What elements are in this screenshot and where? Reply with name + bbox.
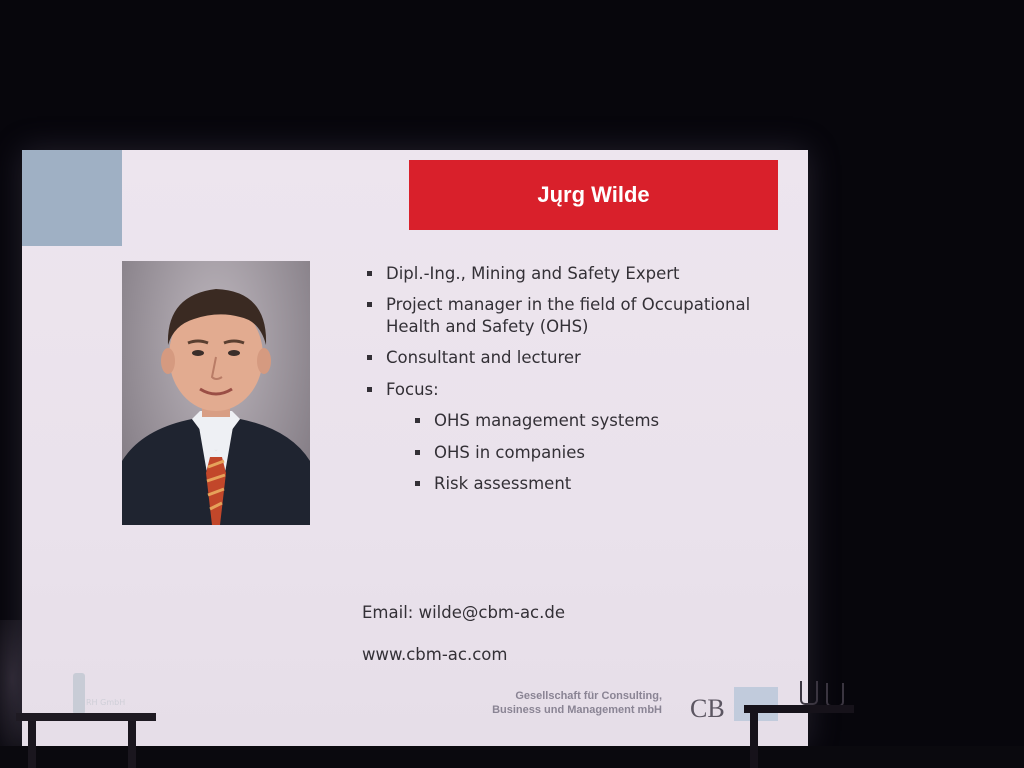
left-table-leg — [28, 721, 36, 768]
left-table-leg — [128, 721, 136, 768]
slide-title-bar — [409, 160, 778, 230]
right-table-leg — [750, 713, 758, 768]
left-table — [16, 713, 156, 721]
drinking-glass — [826, 683, 844, 707]
company-footer — [417, 690, 662, 718]
contact-website: www.cbm-ac.com — [362, 645, 508, 664]
focus-item: Risk assessment — [410, 473, 782, 494]
projection-screen — [22, 150, 808, 746]
company-logo: CB — [690, 694, 725, 723]
footer-line-2: Business und Management mbH — [492, 703, 662, 716]
stage-floor — [0, 746, 1024, 768]
water-bottle — [73, 673, 85, 713]
slide-corner-accent — [22, 150, 122, 246]
footer-line-1: Gesellschaft für Consulting, — [515, 690, 662, 702]
bullet-item: Project manager in the field of Occupational Health and Safety (OHS) — [362, 294, 782, 337]
portrait-photo — [122, 261, 310, 525]
bullet-item: Focus: — [362, 379, 782, 400]
bullet-item: Dipl.-Ing., Mining and Safety Expert — [362, 263, 782, 284]
table-sign: RH GmbH — [86, 698, 126, 707]
focus-item: OHS management systems — [410, 410, 782, 431]
slide-title: Jųrg Wilde — [537, 182, 650, 207]
bullet-item: Consultant and lecturer — [362, 347, 782, 368]
contact-email: Email: wilde@cbm-ac.de — [362, 603, 565, 622]
drinking-glass — [800, 681, 818, 705]
bullet-list — [362, 263, 782, 505]
right-table — [744, 705, 854, 713]
focus-item: OHS in companies — [410, 442, 782, 463]
portrait-illustration — [122, 261, 310, 525]
